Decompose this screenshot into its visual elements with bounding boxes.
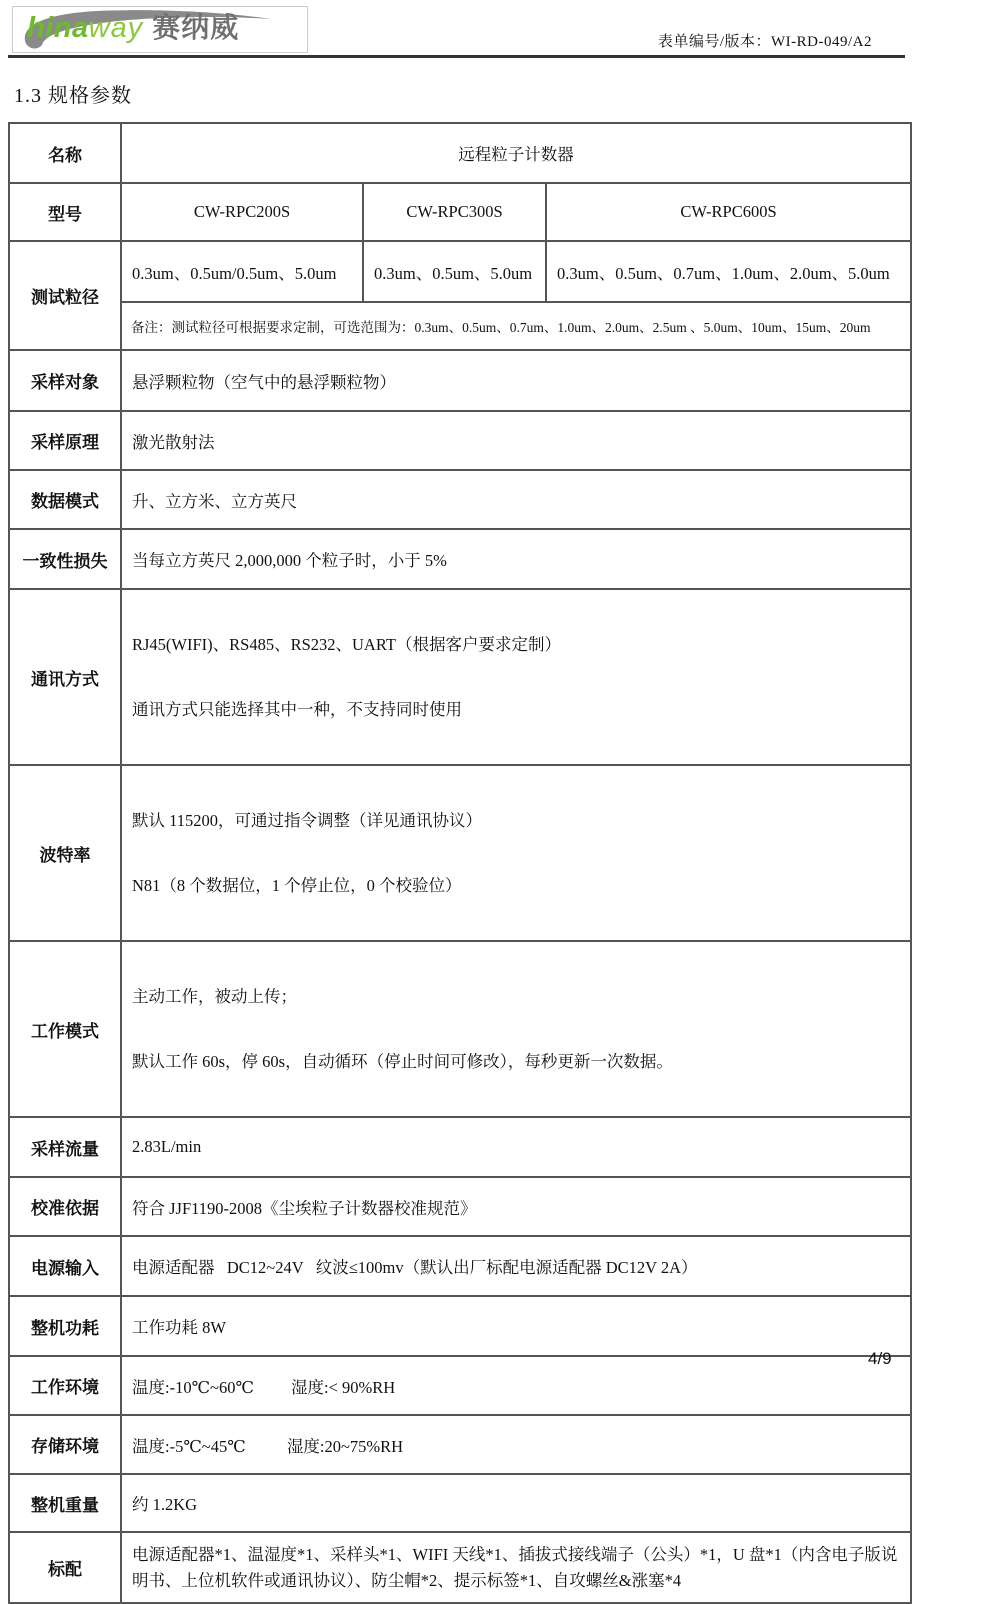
spec-value-coincidence-loss: 当每立方英尺 2,000,000 个粒子时，小于 5% xyxy=(121,529,911,589)
spec-value-sample-object: 悬浮颗粒物（空气中的悬浮颗粒物） xyxy=(121,350,911,411)
spec-value-standard-config: 电源适配器*1、温湿度*1、采样头*1、WIFI 天线*1、插拔式接线端子（公头）*1，U 盘*1（内含电子版说明书、上位机软件或通讯协议）、防尘帽*2、提示标签*1、自攻螺丝&涨塞*4 xyxy=(121,1532,911,1603)
header-divider xyxy=(8,55,905,58)
spec-value-principle: 激光散射法 xyxy=(121,411,911,470)
spec-label-storage-env: 存储环境 xyxy=(9,1415,121,1474)
row-standard-config xyxy=(9,1532,911,1603)
company-logo xyxy=(12,6,308,53)
spec-value-work-env: 温度:-10℃~60℃ 湿度:< 90%RH xyxy=(121,1356,911,1415)
spec-value-calibration: 符合 JJF1190-2008《尘埃粒子计数器校准规范》 xyxy=(121,1177,911,1236)
communication-line-2: 通讯方式只能选择其中一种，不支持同时使用 xyxy=(132,700,462,719)
row-storage-env xyxy=(9,1415,911,1474)
row-sample-object xyxy=(9,350,911,411)
spec-value-communication xyxy=(121,589,911,765)
spec-label-work-env: 工作环境 xyxy=(9,1356,121,1415)
spec-value-storage-env: 温度:-5℃~45℃ 湿度:20~75%RH xyxy=(121,1415,911,1474)
page-number: 4/9 xyxy=(868,1349,892,1368)
logo-way: way xyxy=(88,12,144,44)
spec-label-coincidence-loss: 一致性损失 xyxy=(9,529,121,589)
spec-label-calibration: 校准依据 xyxy=(9,1177,121,1236)
row-name xyxy=(9,123,911,183)
row-principle xyxy=(9,411,911,470)
spec-label-data-mode: 数据模式 xyxy=(9,470,121,529)
model-cell-2: CW-RPC300S xyxy=(363,183,546,241)
work-mode-line-1: 主动工作，被动上传； xyxy=(132,987,297,1006)
spec-label-particle: 测试粒径 xyxy=(9,241,121,350)
spec-value-flow: 2.83L/min xyxy=(121,1117,911,1177)
spec-value-data-mode: 升、立方米、立方英尺 xyxy=(121,470,911,529)
row-power-consumption xyxy=(9,1296,911,1356)
spec-table xyxy=(8,122,912,1604)
spec-value-power-input: 电源适配器 DC12~24V 纹波≤100mv（默认出厂标配电源适配器 DC12V 2A） xyxy=(121,1236,911,1296)
row-power-input xyxy=(9,1236,911,1296)
particle-cell-3: 0.3um、0.5um、0.7um、1.0um、2.0um、5.0um xyxy=(546,241,911,302)
row-weight xyxy=(9,1474,911,1532)
baud-line-2: N81（8 个数据位，1 个停止位，0 个校验位） xyxy=(132,876,462,895)
particle-cell-2: 0.3um、0.5um、5.0um xyxy=(363,241,546,302)
row-model xyxy=(9,183,911,241)
spec-value-work-mode xyxy=(121,941,911,1117)
model-cell-3: CW-RPC600S xyxy=(546,183,911,241)
spec-label-weight: 整机重量 xyxy=(9,1474,121,1532)
spec-value-weight: 约 1.2KG xyxy=(121,1474,911,1532)
row-flow xyxy=(9,1117,911,1177)
spec-label-power-input: 电源输入 xyxy=(9,1236,121,1296)
row-coincidence-loss xyxy=(9,529,911,589)
communication-line-1: RJ45(WIFI)、RS485、RS232、UART（根据客户要求定制） xyxy=(132,635,561,654)
spec-label-power-consumption: 整机功耗 xyxy=(9,1296,121,1356)
particle-cell-1: 0.3um、0.5um/0.5um、5.0um xyxy=(121,241,363,302)
row-work-mode xyxy=(9,941,911,1117)
row-particle-note xyxy=(9,302,911,350)
section-title: 1.3 规格参数 xyxy=(14,85,132,107)
spec-label-work-mode: 工作模式 xyxy=(9,941,121,1117)
row-baud-rate xyxy=(9,765,911,941)
spec-label-standard-config: 标配 xyxy=(9,1532,121,1603)
model-cell-1: CW-RPC200S xyxy=(121,183,363,241)
row-communication xyxy=(9,589,911,765)
spec-label-principle: 采样原理 xyxy=(9,411,121,470)
row-calibration xyxy=(9,1177,911,1236)
spec-label-model: 型号 xyxy=(9,183,121,241)
spec-label-flow: 采样流量 xyxy=(9,1117,121,1177)
row-data-mode xyxy=(9,470,911,529)
work-mode-line-2: 默认工作 60s，停 60s，自动循环（停止时间可修改），每秒更新一次数据。 xyxy=(132,1052,673,1071)
row-particle-size xyxy=(9,241,911,302)
doc-number: 表单编号/版本：WI-RD-049/A2 xyxy=(657,34,872,50)
spec-label-communication: 通讯方式 xyxy=(9,589,121,765)
spec-value-power-consumption: 工作功耗 8W xyxy=(121,1296,911,1356)
spec-label-baud-rate: 波特率 xyxy=(9,765,121,941)
particle-note: 备注：测试粒径可根据要求定制，可选范围为：0.3um、0.5um、0.7um、1.0um、2.0um、2.5um 、5.0um、10um、15um、20um xyxy=(121,302,911,350)
logo-text xyxy=(27,11,239,50)
logo-cn-name: 赛纳威 xyxy=(152,12,240,43)
spec-label-sample-object: 采样对象 xyxy=(9,350,121,411)
row-work-env xyxy=(9,1356,911,1415)
baud-line-1: 默认 115200，可通过指令调整（详见通讯协议） xyxy=(132,811,483,830)
spec-value-baud-rate xyxy=(121,765,911,941)
spec-label-name: 名称 xyxy=(9,123,121,183)
spec-value-name: 远程粒子计数器 xyxy=(121,123,911,183)
logo-hina: hina xyxy=(27,12,89,44)
